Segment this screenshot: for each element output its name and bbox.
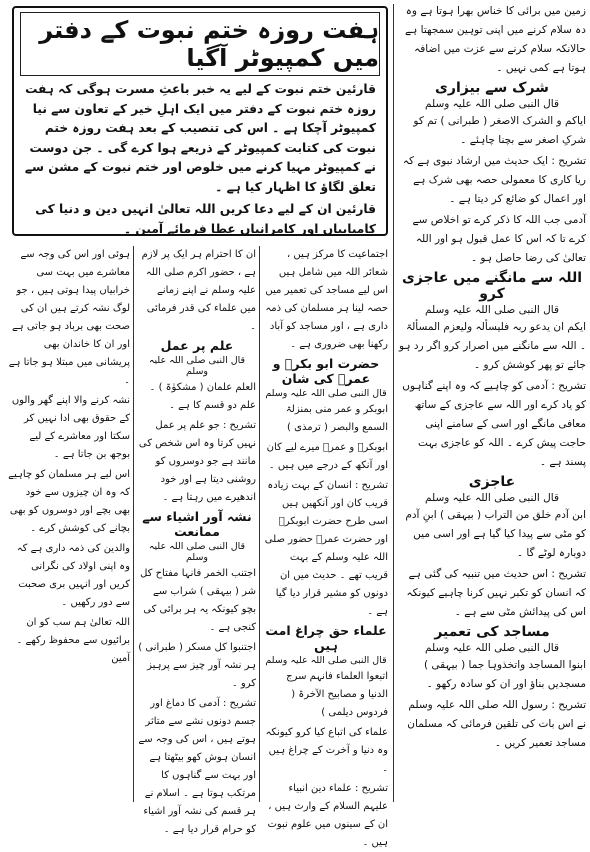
article-paragraph: ابنوا المساجد واتخذوہا جما ( بیہقی ) مسجدیں بناؤ اور ان کو سادہ رکھو ۔ <box>423 659 586 690</box>
article-paragraph: تشریح : ایک حدیث میں ارشاد نبوی ہے کہ ریا کاری کا معمولی حصہ بھی شرک ہے اور اعمال کو ضائع کر دیتا ہے ۔ <box>402 155 586 205</box>
section-heading: شرک سے بیزاری <box>435 80 549 96</box>
announcement-body <box>24 80 376 239</box>
article-paragraph: اجتنبوا کل مسکر ( طبرانی ) ہر نشہ آور چیز سے پرہیز کرو ۔ <box>138 642 256 689</box>
hadith-attribution: قال النبی صلی اللہ علیہ وسلم <box>424 304 560 316</box>
section-heading: علم پر عمل <box>160 338 234 353</box>
article-paragraph: تشریح : رسول اللہ صلی اللہ علیہ وسلم نے اس بات کی تلقین فرمائی کہ مسلمان مساجد تعمیر کریں ۔ <box>407 699 586 749</box>
section-heading: اللہ سے مانگنے میں عاجزی کرو <box>401 270 583 302</box>
article-paragraph: ہوئی اور اس کی وجہ سے معاشرے میں بہت سی خرابیاں پیدا ہوتی ہیں ، جو لوگ نشہ کرتے ہیں ان کی صحت بھی برباد ہو جاتی ہے اور ان کا خاندان بھی پریشانی میں مبتلا ہو جاتا ہے ۔ <box>8 249 130 386</box>
announcement-paragraph-1: قارئین ختم نبوت کے لیے یہ خبر باعثِ مسرت ہوگی کہ ہفت روزہ ختم نبوت کے دفتر میں ایک اہلِ خیر کے تعاون سے نیا کمپیوٹر آچکا ہے ۔ اس کی تنصیب کے بعد ہفت روزہ ختم نبوت کی کتابت کمپیوٹر کے ذریعے ہوا کرے گی ۔ جن دوست نے کمپیوٹر مہیا کرنے میں خلوص اور ختم نبوت کے مشن سے تعلق لگاؤ کا اظہار کیا ہے ۔ <box>24 82 376 194</box>
announcement-paragraph-2: قارئین ان کے لیے دعا کریں اللہ تعالیٰ انہیں دین و دنیا کی کامیابیاں اور کامرانیاں عطا فرمائے آمین ۔ <box>35 202 376 236</box>
announcement-box <box>12 6 388 236</box>
hadith-attribution: قال النبی صلی اللہ علیہ وسلم <box>265 388 387 399</box>
article-paragraph: تشریح : انسان کے بہت زیادہ قریب کان اور آنکھیں ہیں اسی طرح حضرت ابوبکرؓ اور حضرت عمرؓ حضور صلی اللہ علیہ وسلم کے بہت قریب تھے ۔ حدیث میں ان دونوں کو مشیر قرار دیا گیا ہے ۔ <box>264 480 388 617</box>
article-paragraph: تشریح : جو علم پر عمل نہیں کرتا وہ اس شخص کی مانند ہے جو دوسروں کو روشنی دیتا ہے اور خود اندھیرے میں رہتا ہے ۔ <box>138 420 256 503</box>
article-paragraph: ابوبکرؓ و عمرؓ میرے لیے کان اور آنکھ کے درجے میں ہیں ۔ <box>266 442 388 471</box>
hadith-attribution: قال النبی صلی اللہ علیہ وسلم <box>424 642 560 654</box>
article-paragraph: اس لیے ہر مسلمان کو چاہیے کہ وہ ان چیزوں سے خود بھی بچے اور دوسروں کو بھی بچانے کی کوشش کرے ۔ <box>8 469 130 534</box>
lower-left-column <box>8 246 130 802</box>
hadith-attribution: قال النبی صلی اللہ علیہ وسلم <box>424 492 560 504</box>
article-paragraph: اجتماعیت کا مرکز ہیں ، شعائر اللہ میں شامل ہیں اس لیے مساجد کی تعمیر میں حصہ لینا ہر مسلمان کی ذمہ داری ہے ، اور مساجد کو آباد رکھنا بھی ضروری ہے ۔ <box>265 249 388 350</box>
announcement-title-band <box>20 12 380 76</box>
article-paragraph: اللہ تعالیٰ ہم سب کو ان برائیوں سے محفوظ رکھے ۔ آمین <box>16 617 130 664</box>
right-column <box>398 2 586 802</box>
article-paragraph: العلم علمان ( مشکوٰۃ ) ۔ علم دو قسم کا ہے ۔ <box>149 382 256 411</box>
section-heading: عاجزی <box>468 474 516 490</box>
article-paragraph: اجتنب الخمر فانہا مفتاح کل شر ( بیہقی ) شراب سے بچو کیونکہ یہ ہر برائی کی کنجی ہے ۔ <box>140 568 256 633</box>
article-paragraph: والدین کی ذمہ داری ہے کہ وہ اپنی اولاد کی نگرانی کریں اور انہیں بری صحبت سے دور رکھیں ۔ <box>16 543 130 608</box>
article-paragraph: تشریح : اس حدیث میں تنبیہ کی گئی ہے کہ انسان کو تکبر نہیں کرنا چاہیے کیونکہ اس کی پیدائش مٹی سے ہے ۔ <box>406 568 586 618</box>
article-paragraph: تشریح : آدمی کو چاہیے کہ وہ اپنے گناہوں کو یاد کرے اور اللہ سے عاجزی کے ساتھ معافی مانگے اور اسی کے سامنے اپنی حاجت پیش کرے ۔ اللہ کو عاجزی بہت پسند ہے ۔ <box>402 380 586 468</box>
article-paragraph: تشریح : آدمی کا دماغ اور جسم دونوں نشے سے متاثر ہوتے ہیں ، اس کی وجہ سے انسان ہوش کھو بیٹھتا ہے اور بہت سے گناہوں کا مرتکب ہوتا ہے ۔ اسلام نے ہر قسم کی نشہ آور اشیاء کو حرام قرار دیا ہے ۔ <box>138 698 256 835</box>
announcement-title: ہفت روزہ ختم نبوت کے دفتر میں کمپیوٹر آگیا <box>39 16 379 72</box>
article-paragraph: ابوبکر و عمر منی بمنزلۃ السمع والبصر ( ترمذی ) <box>285 404 388 433</box>
article-paragraph: ایکم ان یدعو ربہ فلیسألہ ولیعزم المسألۃ ۔ اللہ سے مانگنے میں اصرار کرو اگر رد ہو جائے تو پھر کوشش کرو ۔ <box>398 321 586 371</box>
lower-right-column <box>264 246 388 848</box>
article-paragraph: ابن آدم خلق من التراب ( بیہقی ) ابنِ آدم کو مٹی سے پیدا کیا گیا ہے اور اسی میں دوبارہ لوٹے گا ۔ <box>405 509 586 559</box>
article-paragraph: ایاکم و الشرک الاصغر ( طبرانی ) تم کو شرکِ اصغر سے بچنا چاہئے ۔ <box>413 115 586 146</box>
column-divider <box>259 246 260 802</box>
hadith-attribution: قال النبی صلی اللہ علیہ وسلم <box>148 541 246 563</box>
hadith-attribution: قال النبی صلی اللہ علیہ وسلم <box>265 655 387 666</box>
hadith-attribution: قال النبی صلی اللہ علیہ وسلم <box>148 355 246 377</box>
article-paragraph: اتبعوا العلماء فانہم سرج الدنیا و مصابیح الآخرۃ ( فردوس دیلمی ) <box>286 671 388 718</box>
article-paragraph: تشریح : علماء دین انبیاء علیہم السلام کے وارث ہیں ، ان کے سینوں میں علوم نبوت ہیں ۔ <box>267 783 388 848</box>
section-heading: نشہ آور اشیاء سے ممانعت <box>142 509 252 539</box>
article-paragraph: زمین میں برائی کا خناس بھرا ہوتا ہے وہ دہ سلام کرنے میں اپنی توہین سمجھتا ہے حالانکہ سلام کرنے سے عزت میں اضافہ ہوتا ہے کمی نہیں ۔ <box>405 5 586 74</box>
column-divider <box>133 246 134 802</box>
section-heading: علماء حق چراغ امت ہیں <box>265 623 387 653</box>
article-paragraph: علماء کی اتباع کیا کرو کیونکہ وہ دنیا و آخرت کے چراغ ہیں ۔ <box>265 727 388 774</box>
article-paragraph: نشہ کرنے والا اپنے گھر والوں کے حقوق بھی ادا نہیں کر سکتا اور معاشرے کے لیے بوجھ بن جاتا ہے ۔ <box>11 395 130 460</box>
hadith-attribution: قال النبی صلی اللہ علیہ وسلم <box>424 98 560 110</box>
column-divider <box>393 4 394 802</box>
article-paragraph: آدمی جب اللہ کا ذکر کرے تو اخلاص سے کرے تا کہ اس کا عمل قبول ہو اور اللہ تعالیٰ کی رضا حاصل ہو ۔ <box>412 214 586 264</box>
section-heading: مساجد کی تعمیر <box>434 624 550 640</box>
article-paragraph: ان کا احترام ہر ایک پر لازم ہے ، حضور اکرم صلی اللہ علیہ وسلم نے اپنے زمانے میں علماء کی قدر فرمائی ۔ <box>141 249 256 332</box>
lower-middle-column <box>138 246 256 835</box>
section-heading: حضرت ابو بکرؓ و عمرؓ کی شان <box>272 356 380 386</box>
